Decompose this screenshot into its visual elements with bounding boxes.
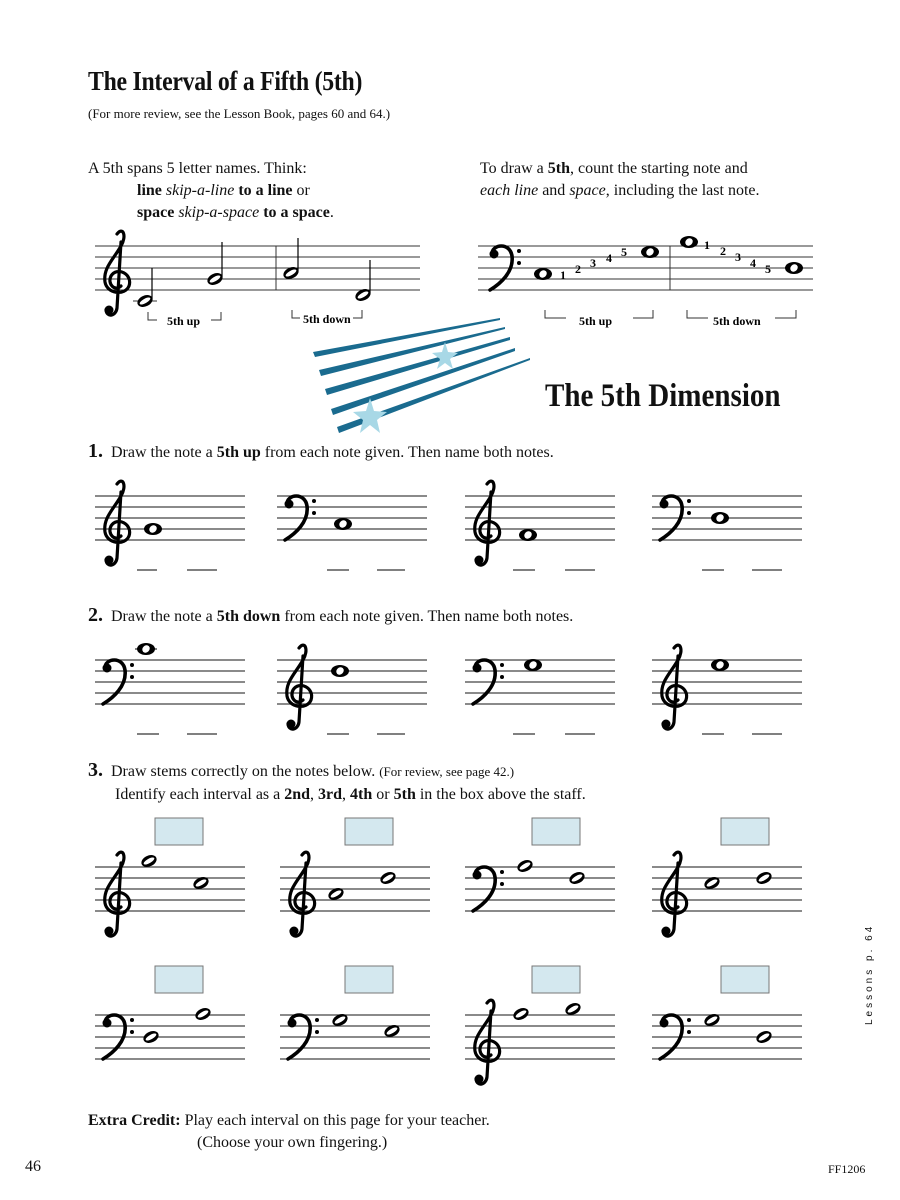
question-3-row-1: [95, 815, 820, 940]
q1-staff-3: [465, 481, 615, 570]
intro-left-line2: line skip-a-line to a line or: [137, 182, 310, 199]
svg-text:4: 4: [606, 251, 612, 265]
svg-text:3: 3: [735, 250, 741, 264]
svg-text:5th up: 5th up: [167, 314, 201, 328]
extra-credit: Extra Credit: Play each interval on this page for your teacher. (Choose your own fingering.): [88, 1112, 490, 1151]
interval-answer-box[interactable]: [155, 966, 203, 993]
intro-left-line3: space skip-a-space to a space.: [137, 204, 334, 221]
intro-left: [88, 158, 334, 224]
question-2-staffs: [95, 640, 820, 740]
shooting-stars-decoration: [305, 315, 535, 435]
interval-answer-box[interactable]: [345, 966, 393, 993]
intro-right: [480, 158, 760, 202]
svg-text:5: 5: [621, 245, 627, 259]
interval-answer-box[interactable]: [721, 966, 769, 993]
treble-clef-icon: [105, 231, 130, 315]
book-code: FF1206: [828, 1162, 866, 1176]
intro-right-line1: To draw a 5th, count the starting note and: [480, 160, 748, 177]
page-subtitle: (For more review, see the Lesson Book, pages 60 and 64.): [88, 106, 391, 121]
q1-staff-1: [95, 481, 245, 570]
q2-staff-3: [465, 659, 615, 734]
page-number: 46: [25, 1158, 41, 1175]
svg-text:5th down: 5th down: [303, 312, 351, 326]
question-1-staffs: [95, 476, 820, 576]
question-3-heading: 3. Draw stems correctly on the notes below. (For review, see page 42.) Identify each interval as a 2nd, 3rd, 4th or 5th in the box above the staff.: [88, 759, 586, 803]
svg-text:3: 3: [590, 256, 596, 270]
svg-text:4: 4: [750, 256, 756, 270]
question-3-row-2: [95, 963, 820, 1088]
svg-text:5: 5: [765, 262, 771, 276]
interval-answer-box[interactable]: [155, 818, 203, 845]
intro-right-line2: each line and space, including the last note.: [480, 182, 760, 199]
svg-text:1: 1: [560, 268, 566, 282]
intro-left-line1: A 5th spans 5 letter names. Think:: [88, 160, 307, 177]
svg-text:2: 2: [575, 262, 581, 276]
interval-answer-box[interactable]: [345, 818, 393, 845]
q2-staff-2: [277, 645, 427, 734]
side-lesson-reference: Lessons p. 64: [864, 923, 875, 1025]
q1-staff-2: [277, 496, 427, 570]
interval-answer-box[interactable]: [721, 818, 769, 845]
q2-staff-4: [652, 645, 802, 734]
interval-answer-box[interactable]: [532, 966, 580, 993]
q1-staff-4: [652, 496, 802, 570]
q2-staff-1: [95, 643, 245, 734]
svg-text:2: 2: [720, 244, 726, 258]
question-2-heading: 2. Draw the note a 5th down from each note given. Then name both notes.: [88, 604, 574, 626]
section-title: The 5th Dimension: [545, 378, 781, 414]
svg-text:5th up: 5th up: [579, 314, 613, 328]
svg-text:5th down: 5th down: [713, 314, 761, 328]
page-title: The Interval of a Fifth (5th): [88, 66, 363, 96]
svg-text:1: 1: [704, 238, 710, 252]
interval-answer-box[interactable]: [532, 818, 580, 845]
question-1-heading: 1. Draw the note a 5th up from each note given. Then name both notes.: [88, 440, 554, 462]
